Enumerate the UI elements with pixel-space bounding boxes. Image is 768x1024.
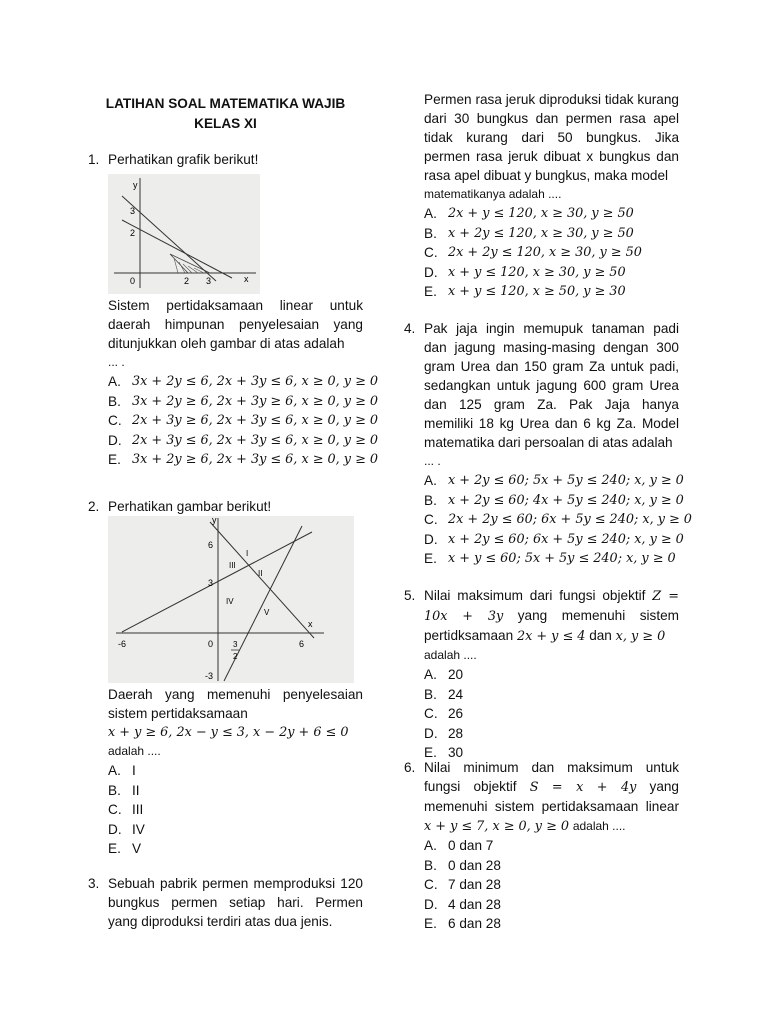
q3-options bbox=[424, 204, 679, 302]
tick-y-3: 3 bbox=[208, 578, 214, 588]
q5-options bbox=[424, 665, 679, 763]
option-label: E. bbox=[424, 916, 437, 931]
option-label: E. bbox=[424, 284, 437, 299]
option-label: A. bbox=[424, 838, 437, 853]
option-text: 2x + 3y ≤ 6, 2x + 3y ≤ 6, x ≥ 0, y ≥ 0 bbox=[132, 432, 379, 448]
option-label: A. bbox=[424, 667, 437, 682]
question-number: 6. bbox=[404, 760, 416, 775]
x-axis-label: x bbox=[244, 274, 249, 284]
answer-option[interactable] bbox=[108, 800, 363, 820]
option-label: D. bbox=[424, 725, 438, 741]
option-label: C. bbox=[108, 413, 122, 428]
document-title bbox=[88, 94, 363, 134]
question-intro: Perhatikan gambar berikut! bbox=[108, 499, 272, 514]
tick-x-neg6: -6 bbox=[118, 639, 127, 649]
question-tail: adalah .... bbox=[572, 819, 626, 833]
option-text: x + 2y ≤ 60; 4x + 5y ≤ 240; x, y ≥ 0 bbox=[448, 492, 684, 508]
option-label: E. bbox=[424, 745, 437, 760]
answer-option[interactable] bbox=[108, 450, 379, 470]
answer-option[interactable] bbox=[424, 875, 679, 895]
title-line-1: LATIHAN SOAL MATEMATIKA WAJIB bbox=[105, 96, 346, 111]
option-label: A. bbox=[424, 206, 437, 221]
option-label: A. bbox=[424, 473, 437, 488]
option-label: C. bbox=[424, 706, 438, 721]
question-text bbox=[424, 758, 679, 836]
option-label: C. bbox=[424, 512, 438, 527]
q1-graph bbox=[108, 174, 260, 294]
option-label: B. bbox=[108, 782, 121, 798]
answer-option[interactable] bbox=[424, 895, 679, 915]
answer-option[interactable] bbox=[108, 431, 379, 451]
objective-function: Z = 10x + 3y bbox=[424, 589, 680, 624]
region-label-I: I bbox=[246, 549, 249, 558]
option-text: 24 bbox=[448, 686, 464, 702]
question-number: 4. bbox=[404, 321, 416, 336]
option-text: 26 bbox=[448, 706, 464, 721]
answer-option[interactable] bbox=[424, 856, 679, 876]
option-label: B. bbox=[424, 857, 437, 873]
line-x-2y-6 bbox=[122, 532, 312, 632]
constraint: x + y ≤ 7, x ≥ 0, y ≥ 0 bbox=[424, 819, 570, 834]
answer-option[interactable] bbox=[424, 491, 684, 511]
option-text: 4 dan 28 bbox=[448, 896, 501, 912]
option-text: 7 dan 28 bbox=[448, 877, 501, 892]
question-number: 2. bbox=[88, 499, 100, 514]
option-label: E. bbox=[108, 452, 121, 467]
option-text: II bbox=[132, 782, 140, 798]
option-text: x + y ≤ 120, x ≥ 30, y ≥ 50 bbox=[448, 264, 626, 280]
tick-x-6: 6 bbox=[299, 639, 305, 649]
answer-option[interactable] bbox=[424, 510, 692, 530]
y-axis-label: y bbox=[133, 180, 138, 190]
answer-option[interactable] bbox=[424, 914, 679, 934]
option-text: I bbox=[132, 763, 136, 778]
answer-option[interactable] bbox=[108, 761, 363, 781]
answer-option[interactable] bbox=[424, 685, 679, 705]
region-label-IV: IV bbox=[226, 597, 234, 606]
answer-option[interactable] bbox=[424, 204, 679, 224]
answer-option[interactable] bbox=[108, 372, 379, 392]
answer-option[interactable] bbox=[108, 781, 363, 801]
tick-origin: 0 bbox=[130, 276, 136, 286]
text-segment: Nilai minimum dan maksimum untuk fungsi objektif bbox=[424, 760, 679, 794]
option-text: x + 2y ≤ 60; 6x + 5y ≤ 240; x, y ≥ 0 bbox=[448, 531, 684, 547]
line-3x-2y-6 bbox=[122, 196, 216, 281]
question-tail: adalah .... bbox=[108, 744, 161, 758]
text-segment: yang memenuhi sistem pertidaksamaan linear bbox=[424, 779, 679, 814]
option-text: x + 2y ≤ 120, x ≥ 30, y ≥ 50 bbox=[448, 225, 634, 241]
answer-option[interactable] bbox=[108, 839, 363, 859]
option-label: C. bbox=[108, 802, 122, 817]
option-text: 0 dan 7 bbox=[448, 838, 494, 853]
option-text: 6 dan 28 bbox=[448, 916, 501, 931]
question-number: 1. bbox=[88, 152, 100, 167]
tick-x-3-over-2-den: 2 bbox=[233, 652, 238, 661]
answer-option[interactable] bbox=[108, 411, 379, 431]
q2-graph bbox=[108, 516, 354, 683]
option-label: C. bbox=[424, 245, 438, 260]
text-segment: dan bbox=[589, 628, 612, 643]
region-label-II: II bbox=[258, 569, 263, 578]
question-3-continued bbox=[404, 90, 679, 302]
question-text bbox=[424, 586, 679, 646]
tick-x-2: 2 bbox=[184, 276, 190, 286]
option-text: 3x + 2y ≥ 6, 2x + 3y ≥ 6, x ≥ 0, y ≥ 0 bbox=[132, 393, 379, 409]
tick-x-3: 3 bbox=[206, 276, 212, 286]
hatch-line bbox=[179, 262, 185, 273]
option-text: 20 bbox=[448, 667, 464, 682]
text-segment: yang memenuhi sistem bbox=[517, 608, 680, 623]
option-label: A. bbox=[108, 374, 121, 389]
option-text: 2x + y ≤ 120, x ≥ 30, y ≥ 50 bbox=[448, 206, 634, 221]
q6-options bbox=[424, 836, 679, 934]
question-stem: Daerah yang memenuhi penyelesaian sistem pertidaksamaan bbox=[108, 687, 363, 721]
option-text: 2x + 3y ≥ 6, 2x + 3y ≤ 6, x ≥ 0, y ≥ 0 bbox=[132, 413, 379, 428]
region-label-III: III bbox=[229, 561, 236, 570]
option-text: 28 bbox=[448, 725, 464, 741]
answer-option[interactable] bbox=[424, 243, 679, 263]
option-text: IV bbox=[132, 821, 145, 837]
option-label: D. bbox=[108, 432, 122, 448]
option-label: A. bbox=[108, 763, 121, 778]
question-1 bbox=[88, 150, 379, 470]
tick-y-3: 3 bbox=[130, 206, 136, 216]
option-text: x + y ≤ 120, x ≥ 50, y ≥ 30 bbox=[448, 284, 626, 299]
question-2 bbox=[88, 497, 363, 859]
constraint: 2x + y ≤ 4 bbox=[516, 629, 586, 644]
question-tail: matematikanya adalah .... bbox=[424, 187, 562, 201]
objective-function: S = x + 4y bbox=[529, 780, 637, 795]
title-line-2: KELAS XI bbox=[194, 116, 257, 131]
option-label: D. bbox=[108, 821, 122, 837]
answer-option[interactable] bbox=[424, 224, 679, 244]
tick-y-6: 6 bbox=[208, 540, 214, 550]
answer-option[interactable] bbox=[424, 704, 679, 724]
question-6 bbox=[404, 758, 679, 934]
x-axis-label: x bbox=[308, 619, 313, 629]
tick-y-2: 2 bbox=[130, 228, 136, 238]
q1-options bbox=[108, 372, 379, 470]
answer-option[interactable] bbox=[424, 724, 679, 744]
answer-option[interactable] bbox=[424, 530, 684, 550]
inequality-system: x + y ≥ 6, 2x − y ≤ 3, x − 2y + 6 ≤ 0 bbox=[108, 725, 349, 740]
option-text: 30 bbox=[448, 745, 464, 760]
y-axis-label: y bbox=[212, 516, 217, 525]
question-text-part-2: Permen rasa jeruk diproduksi tidak kurang dari 30 bungkus dan permen rasa apel tidak kurang dari 50 bungkus. Jika permen rasa jeruk dibuat x bungkus dan rasa apel dibuat y bungkus, maka model bbox=[424, 92, 679, 183]
constraint: x, y ≥ 0 bbox=[615, 629, 666, 644]
question-stem: Sistem pertidaksamaan linear untuk daerah himpunan penyelesaian yang ditunjukkan oleh gambar di atas adalah bbox=[108, 298, 363, 351]
tick-y-neg3: -3 bbox=[205, 671, 214, 681]
option-text: 3x + 2y ≥ 6, 2x + 3y ≤ 6, x ≥ 0, y ≥ 0 bbox=[132, 452, 379, 467]
question-5 bbox=[404, 586, 679, 763]
option-label: B. bbox=[424, 225, 437, 241]
option-text: III bbox=[132, 802, 144, 817]
question-3 bbox=[88, 874, 363, 931]
answer-option[interactable] bbox=[424, 549, 679, 569]
question-ellipsis: ... . bbox=[108, 355, 125, 369]
question-ellipsis: ... . bbox=[424, 454, 441, 468]
option-text: 2x + 2y ≤ 120, x ≥ 30, y ≥ 50 bbox=[448, 245, 642, 260]
option-label: B. bbox=[108, 393, 121, 409]
option-text: 2x + 2y ≤ 60; 6x + 5y ≤ 240; x, y ≥ 0 bbox=[448, 512, 692, 527]
question-4 bbox=[404, 319, 692, 569]
option-label: D. bbox=[424, 531, 438, 547]
option-text: 3x + 2y ≤ 6, 2x + 3y ≤ 6, x ≥ 0, y ≥ 0 bbox=[132, 374, 379, 389]
question-text: Pak jaja ingin memupuk tanaman padi dan jagung masing-masing dengan 300 gram Urea dan 150 gram Za untuk padi, sedangkan untuk jagung 600 gram Urea dan 125 gram Za. Pak Jaja hanya memiliki 18 kg Urea dan 6 kg Za. Model matematika dari persoalan di atas adalah bbox=[424, 321, 679, 450]
text-segment: Nilai maksimum dari fungsi objektif bbox=[424, 588, 646, 603]
option-text: x + 2y ≤ 60; 5x + 5y ≤ 240; x, y ≥ 0 bbox=[448, 473, 684, 488]
answer-option[interactable] bbox=[424, 665, 679, 685]
answer-option[interactable] bbox=[424, 836, 679, 856]
text-segment: pertidksamaan bbox=[424, 628, 514, 643]
question-tail: adalah .... bbox=[424, 648, 477, 662]
option-label: B. bbox=[424, 492, 437, 508]
option-label: E. bbox=[108, 841, 121, 856]
question-number: 5. bbox=[404, 588, 416, 603]
question-intro: Perhatikan grafik berikut! bbox=[108, 152, 259, 167]
question-number: 3. bbox=[88, 876, 100, 891]
answer-option[interactable] bbox=[424, 282, 679, 302]
option-label: C. bbox=[424, 877, 438, 892]
option-label: D. bbox=[424, 896, 438, 912]
answer-option[interactable] bbox=[424, 263, 679, 283]
tick-x-3-over-2-num: 3 bbox=[233, 640, 238, 649]
question-text-part-1: Sebuah pabrik permen memproduksi 120 bungkus permen setiap hari. Permen yang diproduksi terdiri atas dua jenis. bbox=[108, 876, 363, 929]
option-label: D. bbox=[424, 264, 438, 280]
answer-option[interactable] bbox=[108, 820, 363, 840]
q2-options bbox=[108, 761, 363, 859]
option-text: 0 dan 28 bbox=[448, 857, 501, 873]
option-text: x + y ≤ 60; 5x + 5y ≤ 240; x, y ≥ 0 bbox=[448, 551, 676, 566]
option-label: E. bbox=[424, 551, 437, 566]
answer-option[interactable] bbox=[424, 471, 684, 491]
option-text: V bbox=[132, 841, 142, 856]
answer-option[interactable] bbox=[108, 392, 379, 412]
region-label-V: V bbox=[264, 608, 270, 617]
tick-origin: 0 bbox=[208, 639, 214, 649]
q4-options bbox=[424, 471, 692, 569]
option-label: B. bbox=[424, 686, 437, 702]
